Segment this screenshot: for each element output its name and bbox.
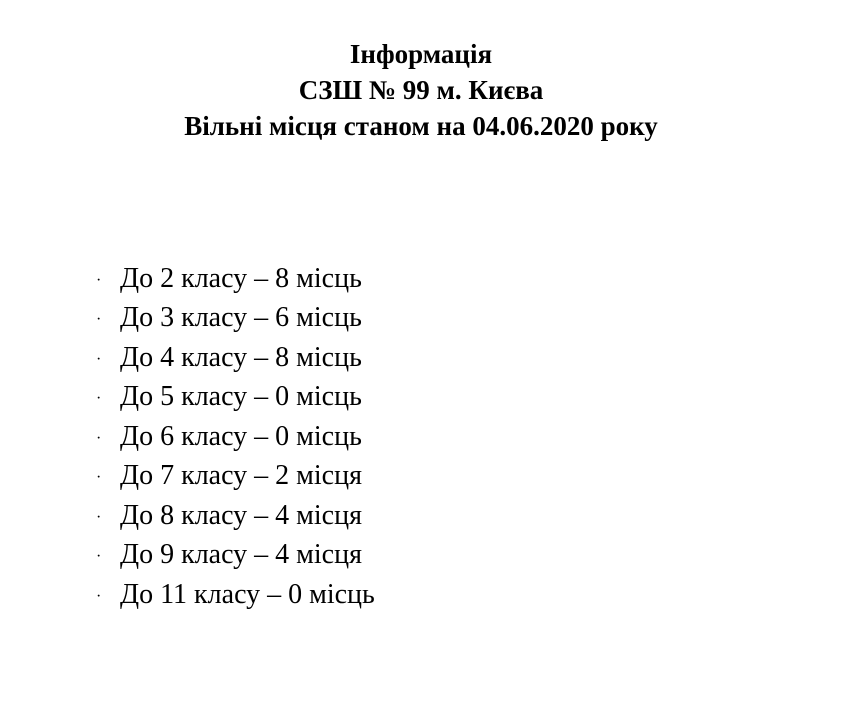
- vacancies-list: [96, 259, 375, 615]
- list-item: [96, 417, 375, 457]
- list-item: [96, 299, 375, 339]
- list-item: [96, 496, 375, 536]
- list-item: [96, 457, 375, 497]
- list-item-text: До 3 класу – 6 місць: [120, 302, 362, 334]
- bullet-icon: ·: [96, 350, 102, 368]
- list-item-text: До 2 класу – 8 місць: [120, 262, 362, 294]
- document-header: [0, 36, 842, 144]
- list-item-text: До 5 класу – 0 місць: [120, 381, 362, 413]
- list-item: [96, 575, 375, 615]
- list-item: [96, 338, 375, 378]
- list-item-text: До 4 класу – 8 місць: [120, 341, 362, 373]
- bullet-icon: ·: [96, 587, 102, 605]
- bullet-icon: ·: [96, 311, 102, 329]
- bullet-icon: ·: [96, 390, 102, 408]
- list-item-text: До 8 класу – 4 місця: [120, 499, 362, 531]
- document-title: Інформація: [349, 39, 493, 69]
- bullet-icon: ·: [96, 429, 102, 447]
- bullet-icon: ·: [96, 548, 102, 566]
- bullet-icon: ·: [96, 271, 102, 289]
- bullet-icon: ·: [96, 469, 102, 487]
- availability-date-line: Вільні місця станом на 04.06.2020 року: [184, 111, 658, 141]
- list-item-text: До 7 класу – 2 місця: [120, 460, 362, 492]
- list-item-text: До 6 класу – 0 місць: [120, 420, 362, 452]
- list-item-text: До 11 класу – 0 місць: [120, 578, 375, 610]
- list-item-text: До 9 класу – 4 місця: [120, 539, 362, 571]
- list-item: [96, 259, 375, 299]
- list-item: [96, 378, 375, 418]
- school-name: СЗШ № 99 м. Києва: [298, 75, 544, 105]
- bullet-icon: ·: [96, 508, 102, 526]
- list-item: [96, 536, 375, 576]
